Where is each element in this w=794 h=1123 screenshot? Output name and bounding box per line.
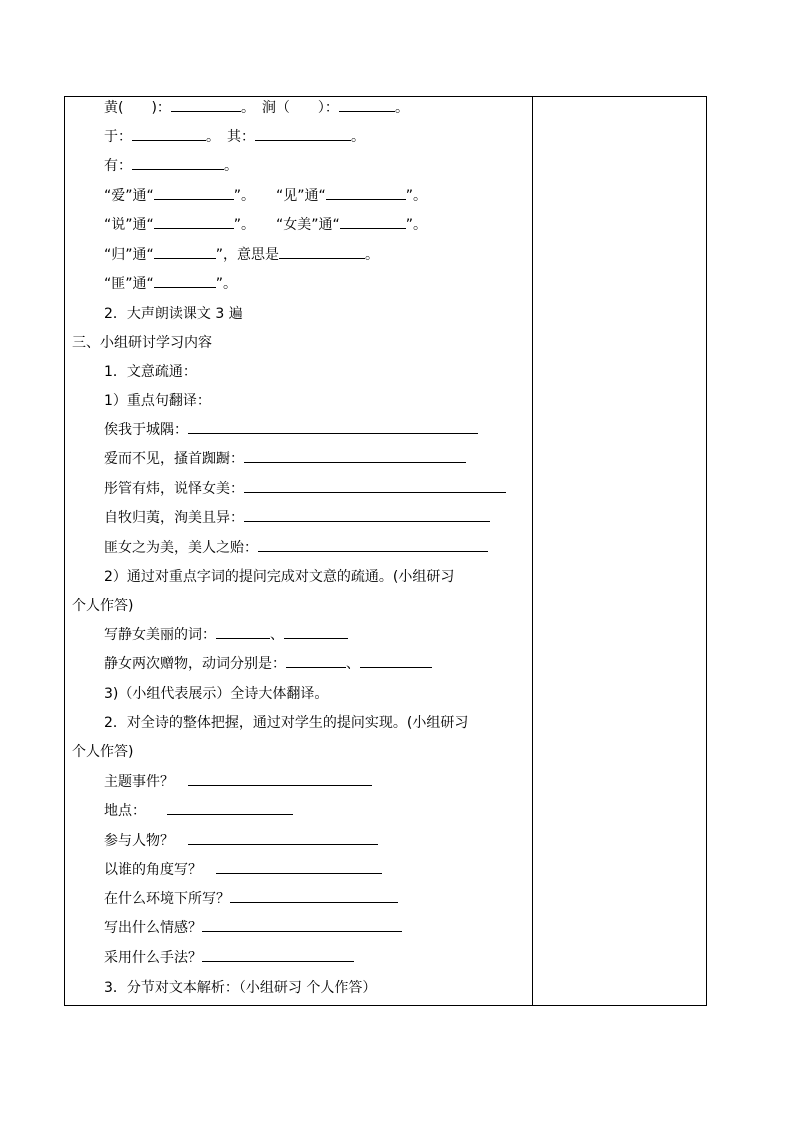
answer-blank[interactable] — [132, 125, 206, 141]
line-text: ”。 “见”通“ — [233, 188, 326, 204]
line-text: 、 — [346, 656, 360, 672]
answer-blank[interactable] — [154, 213, 234, 229]
line-text: 3．分节对文本解析：（小组研习 个人作答） — [104, 980, 377, 996]
text-line — [104, 915, 402, 941]
answer-blank[interactable] — [230, 887, 398, 903]
text-line — [104, 95, 409, 121]
text-line — [104, 622, 348, 648]
line-text: 三、小组研讨学习内容 — [72, 335, 212, 351]
text-line — [104, 710, 468, 736]
line-text: ”。 — [215, 276, 238, 292]
line-text: ”。 — [405, 188, 428, 204]
worksheet-right-cell — [533, 97, 706, 1005]
line-text: 。 — [365, 247, 380, 263]
text-line — [104, 271, 237, 297]
line-text: 1．文意疏通： — [104, 364, 197, 380]
text-line — [104, 183, 427, 209]
text-line — [104, 212, 427, 238]
line-text: 黄( )： — [104, 100, 171, 116]
answer-blank[interactable] — [216, 858, 382, 874]
answer-blank[interactable] — [167, 799, 293, 815]
answer-blank[interactable] — [202, 946, 354, 962]
line-text: 爱而不见，搔首踟蹰： — [104, 451, 244, 467]
line-text: 。 — [394, 100, 409, 116]
line-text: ”，意思是 — [215, 247, 280, 263]
text-line — [104, 242, 379, 268]
line-text: 写出什么情感？ — [104, 920, 202, 936]
text-line — [104, 886, 398, 912]
line-text: 彤管有炜，说怿女美： — [104, 481, 244, 497]
text-line — [104, 124, 365, 150]
answer-blank[interactable] — [154, 243, 216, 259]
text-line — [72, 330, 212, 356]
line-text: 。 涧（ ）： — [240, 100, 339, 116]
answer-blank[interactable] — [286, 652, 346, 668]
text-line — [72, 739, 133, 765]
line-text: 参与人物？ — [104, 833, 188, 849]
answer-blank[interactable] — [188, 829, 378, 845]
answer-blank[interactable] — [188, 418, 478, 434]
line-text: 有： — [104, 158, 132, 174]
answer-blank[interactable] — [188, 770, 372, 786]
text-line — [104, 476, 506, 502]
line-text: 2）通过对重点字词的提问完成对文意的疏通。(小组研习 — [104, 569, 455, 585]
answer-blank[interactable] — [171, 96, 241, 112]
line-text: 2．大声朗读课文 3 遍 — [104, 306, 243, 322]
line-text: 于： — [104, 129, 132, 145]
line-text: “爱”通“ — [104, 188, 154, 204]
text-line — [104, 769, 372, 795]
text-line — [104, 798, 293, 824]
answer-blank[interactable] — [216, 623, 270, 639]
text-line — [104, 975, 376, 1001]
line-text: 3)（小组代表展示）全诗大体翻译。 — [104, 686, 329, 702]
line-text: 采用什么手法？ — [104, 950, 202, 966]
line-text: 地点： — [104, 803, 167, 819]
answer-blank[interactable] — [284, 623, 348, 639]
line-text: ”。 — [405, 217, 428, 233]
answer-blank[interactable] — [326, 184, 406, 200]
text-line — [104, 359, 197, 385]
answer-blank[interactable] — [340, 213, 406, 229]
line-text: 2．对全诗的整体把握，通过对学生的提问实现。(小组研习 — [104, 715, 469, 731]
answer-blank[interactable] — [132, 154, 224, 170]
line-text: 。 — [351, 129, 365, 145]
line-text: 以谁的角度写？ — [104, 862, 216, 878]
answer-blank[interactable] — [255, 125, 351, 141]
text-line — [104, 828, 378, 854]
line-text: 个人作答) — [72, 598, 134, 614]
line-text: “归”通“ — [104, 247, 154, 263]
answer-blank[interactable] — [244, 477, 506, 493]
worksheet-left-cell — [64, 96, 532, 1006]
line-text: ”。 “女美”通“ — [233, 217, 340, 233]
line-text: 。 其： — [206, 129, 255, 145]
line-text: “说”通“ — [104, 217, 154, 233]
line-text: “匪”通“ — [104, 276, 154, 292]
answer-blank[interactable] — [360, 652, 432, 668]
line-text: 自牧归荑，洵美且异： — [104, 510, 244, 526]
answer-blank[interactable] — [244, 447, 466, 463]
text-line — [72, 593, 133, 619]
text-line — [104, 417, 478, 443]
text-line — [104, 857, 382, 883]
text-line — [104, 564, 454, 590]
line-text: 、 — [270, 627, 284, 643]
line-text: 主题事件？ — [104, 774, 188, 790]
text-line — [104, 681, 328, 707]
answer-blank[interactable] — [244, 506, 490, 522]
line-text: 俟我于城隅： — [104, 422, 188, 438]
text-line — [104, 651, 432, 677]
text-line — [104, 535, 488, 561]
text-line — [104, 505, 490, 531]
answer-blank[interactable] — [202, 916, 402, 932]
line-text: 写静女美丽的词： — [104, 627, 216, 643]
answer-blank[interactable] — [339, 96, 395, 112]
line-text: 个人作答) — [72, 744, 134, 760]
text-line — [104, 301, 243, 327]
text-line — [104, 153, 238, 179]
line-text: 匪女之为美，美人之贻： — [104, 540, 258, 556]
answer-blank[interactable] — [154, 184, 234, 200]
answer-blank[interactable] — [154, 272, 216, 288]
answer-blank[interactable] — [258, 536, 488, 552]
line-text: 静女两次赠物，动词分别是： — [104, 656, 286, 672]
text-line — [104, 388, 211, 414]
line-text: 在什么环境下所写？ — [104, 891, 230, 907]
text-line — [104, 446, 466, 472]
answer-blank[interactable] — [279, 243, 365, 259]
text-line — [104, 945, 354, 971]
line-text: 。 — [224, 158, 238, 174]
line-text: 1）重点句翻译： — [104, 393, 211, 409]
